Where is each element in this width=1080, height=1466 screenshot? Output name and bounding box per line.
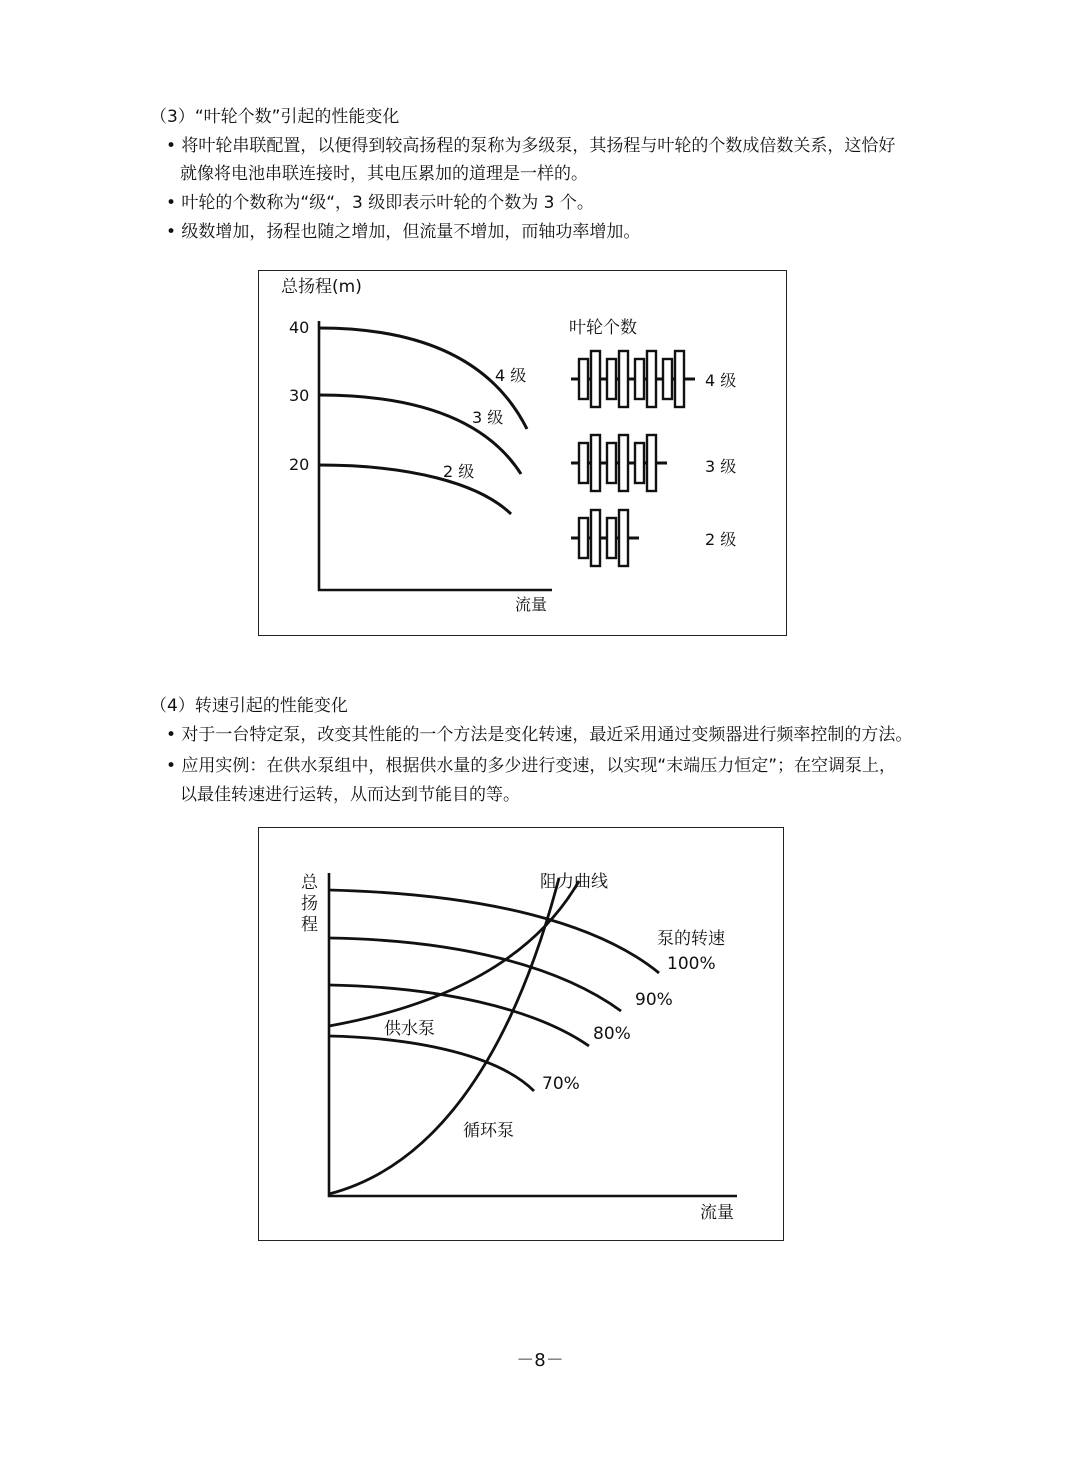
figure2-ylabel-3: 程 bbox=[301, 915, 318, 935]
impeller-disc bbox=[607, 443, 616, 483]
impeller-disc bbox=[635, 443, 644, 483]
figure2-speed-80: 80% bbox=[593, 1024, 631, 1044]
impeller-disc bbox=[579, 443, 588, 483]
figure2-xlabel: 流量 bbox=[700, 1203, 734, 1223]
figure2-curve-100 bbox=[329, 890, 659, 973]
figure1-curve-label-3: 3 级 bbox=[472, 408, 504, 427]
figure2-ylabel-1: 总 bbox=[301, 873, 318, 893]
figure1-curve-3stage bbox=[319, 395, 521, 474]
figure1-curve-2stage bbox=[319, 465, 511, 514]
figure2-circulation-pump-label: 循环泵 bbox=[463, 1121, 514, 1141]
section3-bullet-1: • 将叶轮串联配置，以便得到较高扬程的泵称为多级泵，其扬程与叶轮的个数成倍数关系，这恰好 bbox=[166, 136, 896, 156]
figure1-svg bbox=[259, 271, 785, 634]
impeller-disc bbox=[579, 359, 588, 399]
figure2-speed-title: 泵的转速 bbox=[657, 929, 725, 949]
section4-bullet-2-cont: 以最佳转速进行运转，从而达到节能目的等。 bbox=[180, 785, 520, 805]
impeller-disc bbox=[579, 518, 588, 558]
impeller-2-stage-icon bbox=[571, 510, 639, 566]
impeller-label-2: 2 级 bbox=[705, 530, 737, 549]
section4-bullet-1: • 对于一台特定泵，改变其性能的一个方法是变化转速，最近采用通过变频器进行频率控制的方法。 bbox=[166, 725, 913, 745]
figure1-curve-label-2: 2 级 bbox=[443, 462, 475, 481]
impeller-disc bbox=[607, 359, 616, 399]
impeller-disc bbox=[675, 351, 684, 407]
section4-bullet-2: • 应用实例：在供水泵组中，根据供水量的多少进行变速，以实现“末端压力恒定”；在空调泵上， bbox=[166, 756, 897, 776]
figure1-ytick-40: 40 bbox=[289, 318, 310, 337]
figure1-axes bbox=[319, 321, 552, 590]
impeller-disc bbox=[619, 435, 628, 491]
impeller-4-stage-icon bbox=[571, 351, 695, 407]
impeller-disc bbox=[663, 359, 672, 399]
figure2-ylabel-2: 扬 bbox=[301, 894, 318, 914]
impeller-disc bbox=[647, 351, 656, 407]
figure2-curve-70 bbox=[329, 1036, 534, 1091]
impeller-disc bbox=[607, 518, 616, 558]
impeller-disc bbox=[619, 510, 628, 566]
section3-bullet-2: • 叶轮的个数称为“级“，3 级即表示叶轮的个数为 3 个。 bbox=[166, 193, 594, 213]
impeller-disc bbox=[591, 435, 600, 491]
figure2-resistance-circulation bbox=[329, 878, 559, 1194]
impeller-label-3: 3 级 bbox=[705, 457, 737, 476]
impeller-disc bbox=[591, 351, 600, 407]
figure2-speed-100: 100% bbox=[667, 954, 716, 974]
section3-heading: （3）“叶轮个数”引起的性能变化 bbox=[150, 107, 400, 127]
figure2-resistance-supply bbox=[329, 881, 579, 1026]
figure2-speed-90: 90% bbox=[635, 990, 673, 1010]
impeller-disc bbox=[619, 351, 628, 407]
impeller-3-stage-icon bbox=[571, 435, 667, 491]
impeller-title: 叶轮个数 bbox=[569, 318, 637, 338]
figure-speed-curves bbox=[258, 827, 784, 1241]
figure1-ytick-20: 20 bbox=[289, 455, 310, 474]
figure2-svg bbox=[259, 828, 782, 1239]
impeller-label-4: 4 级 bbox=[705, 371, 737, 390]
figure2-speed-70: 70% bbox=[542, 1074, 580, 1094]
impeller-disc bbox=[635, 359, 644, 399]
figure1-curve-label-4: 4 级 bbox=[495, 366, 527, 385]
figure1-ylabel: 总扬程(m) bbox=[281, 277, 362, 297]
figure2-resistance-label: 阻力曲线 bbox=[540, 872, 608, 892]
section3-bullet-3: • 级数增加，扬程也随之增加，但流量不增加，而轴功率增加。 bbox=[166, 222, 641, 242]
section4-heading: （4）转速引起的性能变化 bbox=[150, 696, 348, 716]
section3-bullet-1-cont: 就像将电池串联连接时，其电压累加的道理是一样的。 bbox=[180, 164, 588, 184]
figure2-supply-pump-label: 供水泵 bbox=[384, 1019, 435, 1039]
figure1-ytick-30: 30 bbox=[289, 386, 310, 405]
impeller-disc bbox=[647, 435, 656, 491]
figure-impeller-stages bbox=[258, 270, 787, 636]
impeller-disc bbox=[591, 510, 600, 566]
page-number: －8－ bbox=[516, 1350, 564, 1371]
figure1-xlabel: 流量 bbox=[515, 595, 548, 614]
